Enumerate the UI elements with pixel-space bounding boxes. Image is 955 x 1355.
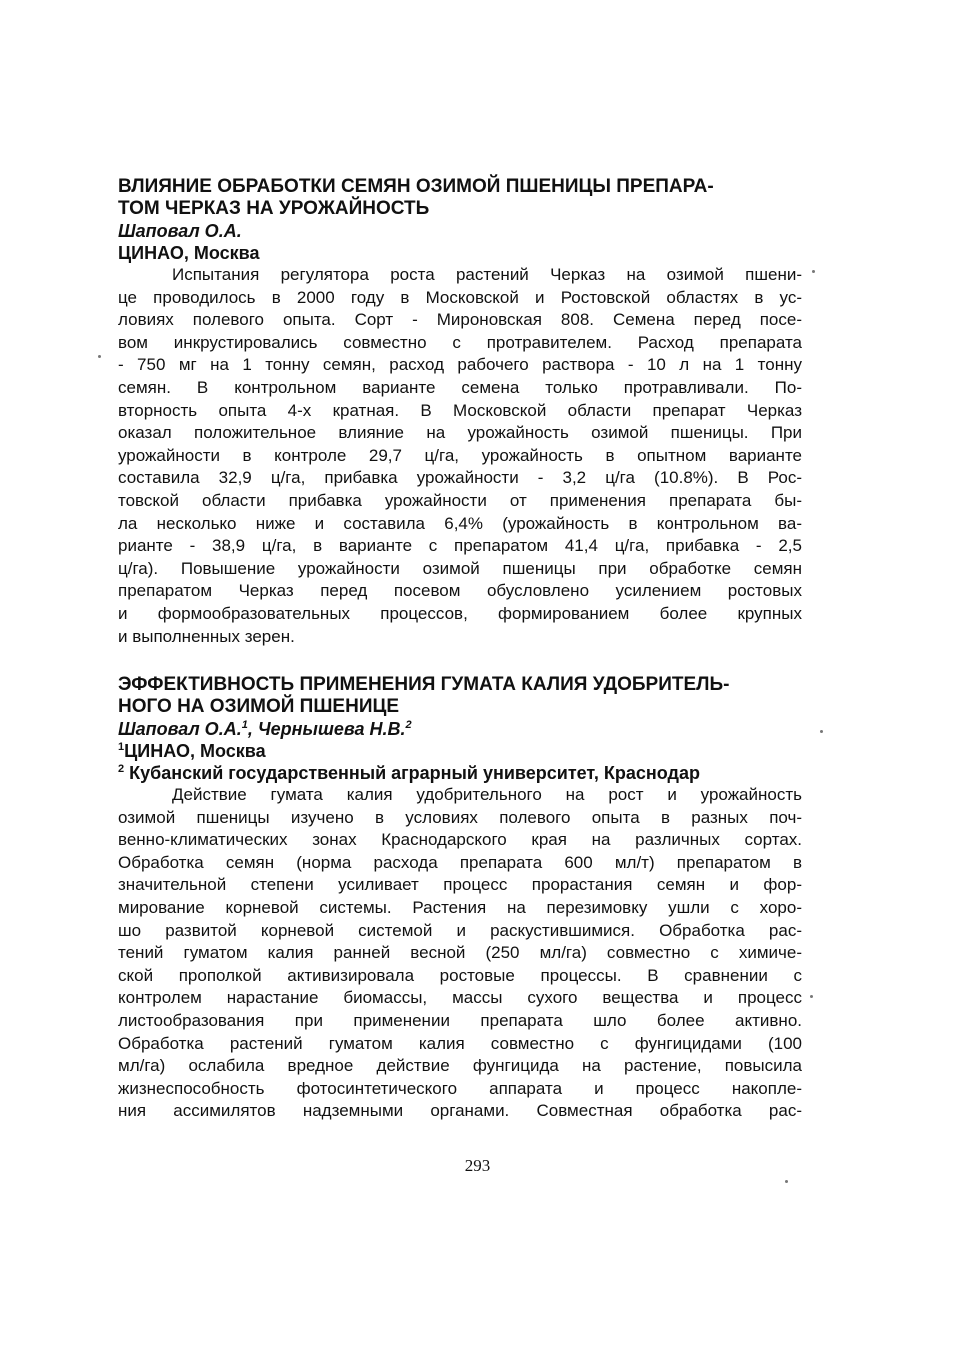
- author-name: Шаповал О.А.: [118, 719, 242, 740]
- scan-speck: [810, 995, 813, 998]
- article-1-affiliation: ЦИНАО, Москва: [118, 243, 260, 263]
- scan-speck: [820, 730, 823, 733]
- article-2-body: [118, 784, 802, 1123]
- page-content: [118, 176, 802, 1123]
- body-line: ц/га). Повышение урожайности озимой пшеницы при обработке семян: [118, 558, 802, 578]
- article-1-author: Шаповал О.А.: [118, 221, 242, 241]
- body-line: рианте - 38,9 ц/га, в варианте с препаратом 41,4 ц/га, прибавка - 2,5: [118, 536, 802, 556]
- body-line: составила 32,9 ц/га, прибавка урожайности - 3,2 ц/га (10.8%). В Рос-: [118, 468, 802, 488]
- article-2-affiliation-2: [118, 762, 802, 784]
- body-line: це проводилось в 2000 году в Московской и Ростовской областях в ус-: [118, 287, 802, 307]
- body-line: венно-климатических зонах Краснодарского края на различных сортах.: [118, 830, 802, 850]
- body-line: контролем нарастание биомассы, массы сухого вещества и процесс: [118, 988, 802, 1008]
- article-1-title-line-1: ВЛИЯНИЕ ОБРАБОТКИ СЕМЯН ОЗИМОЙ ПШЕНИЦЫ ПРЕПАРА-: [118, 176, 714, 197]
- body-line: Испытания регулятора роста растений Черказ на озимой пшени-: [172, 265, 802, 284]
- body-line: ния ассимилятов надземными органами. Совместная обработка рас-: [118, 1101, 802, 1121]
- author-superscript: 1: [241, 719, 248, 732]
- affiliation-text: ЦИНАО, Москва: [124, 741, 266, 762]
- affiliation-text: Кубанский государственный аграрный университет, Краснодар: [129, 763, 700, 784]
- article-1-title-line-2: ТОМ ЧЕРКАЗ НА УРОЖАЙНОСТЬ: [118, 198, 430, 219]
- body-line: жизнеспособность фотосинтетического аппарата и процесс накопле-: [118, 1078, 802, 1098]
- article-1-body: [118, 264, 802, 648]
- body-line: и выполненных зерен.: [118, 626, 295, 646]
- scan-speck: [98, 355, 101, 358]
- page-number: 293: [464, 1156, 491, 1175]
- article-1: [118, 176, 802, 648]
- body-line: и формообразовательных процессов, формированием более крупных: [118, 603, 802, 623]
- body-line: значительной степени усиливает процесс прорастания семян и фор-: [118, 875, 802, 895]
- body-line: ловиях полевого опыта. Сорт - Мироновская 808. Семена перед посе-: [118, 310, 802, 330]
- body-line: ла несколько ниже и составила 6,4% (урожайность в контрольном ва-: [118, 513, 802, 533]
- article-2-authors: [118, 718, 802, 740]
- body-line: семян. В контрольном варианте семена только протравливали. По-: [118, 377, 802, 397]
- body-line: ской прополкой активизировала ростовые процессы. В сравнении с: [118, 965, 802, 985]
- body-line: Обработка растений гуматом калия совместно с фунгицидами (100: [118, 1033, 802, 1053]
- article-2-title: [118, 674, 802, 718]
- body-line: - 750 мг на 1 тонну семян, расход рабочего раствора - 10 л на 1 тонну: [118, 355, 802, 375]
- scan-speck: [812, 270, 815, 273]
- body-line: листообразования при применении препарата шло более активно.: [118, 1011, 802, 1031]
- article-1-title: [118, 176, 802, 220]
- body-line: вом инкрустировались совместно с протравителем. Расход препарата: [118, 332, 802, 352]
- author-name: Чернышева Н.В.: [257, 719, 406, 740]
- body-line: вторность опыта 4-х кратная. В Московской области препарат Черказ: [118, 400, 802, 420]
- body-line: мирование корневой системы. Растения на перезимовку ушли с хоро-: [118, 898, 802, 918]
- article-2-title-line-2: НОГО НА ОЗИМОЙ ПШЕНИЦЕ: [118, 696, 400, 718]
- body-line: оказал положительное влияние на урожайность озимой пшеницы. При: [118, 423, 802, 443]
- body-line: урожайности в контроле 29,7 ц/га, урожайность в опытном варианте: [118, 445, 802, 465]
- body-line: озимой пшеницы изучено в условиях полевого опыта в разных поч-: [118, 807, 802, 827]
- affiliation-superscript: 1: [118, 741, 125, 754]
- scan-speck: [785, 1180, 788, 1183]
- body-line: товской области прибавка урожайности от применения препарата бы-: [118, 490, 802, 510]
- author-separator: ,: [247, 719, 258, 740]
- article-2: [118, 674, 802, 1123]
- affiliation-superscript: 2: [118, 763, 125, 776]
- body-line: тений гуматом калия ранней весной (250 мл/га) совместно с химиче-: [118, 943, 802, 963]
- body-line: шо развитой корневой системой и раскустившимися. Обработка рас-: [118, 920, 802, 940]
- article-2-title-line-1: ЭФФЕКТИВНОСТЬ ПРИМЕНЕНИЯ ГУМАТА КАЛИЯ УДОБРИТЕЛЬ-: [118, 674, 730, 696]
- body-line: Действие гумата калия удобрительного на рост и урожайность: [172, 785, 802, 805]
- body-line: препаратом Черказ перед посевом обусловлено усилением ростовых: [118, 581, 802, 601]
- body-line: Обработка семян (норма расхода препарата 600 мл/т) препаратом в: [118, 852, 802, 872]
- article-2-affiliation-1: [118, 740, 802, 762]
- body-line: мл/га) ослабила вредное действие фунгицида на растение, повысила: [118, 1056, 802, 1076]
- author-superscript: 2: [405, 719, 412, 732]
